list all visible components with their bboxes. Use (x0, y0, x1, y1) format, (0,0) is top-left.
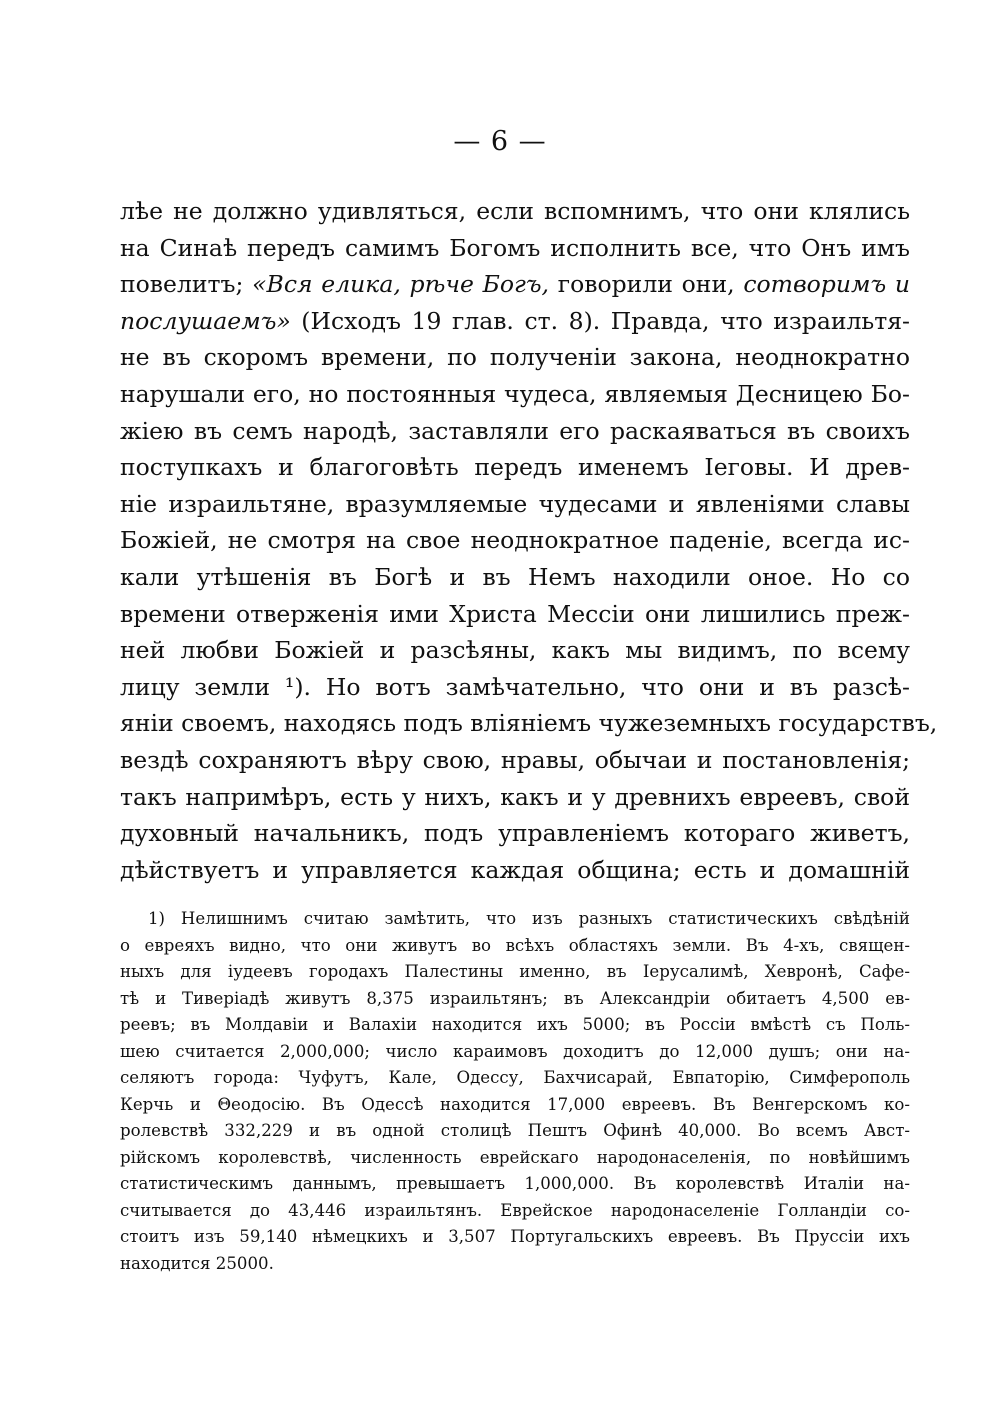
text-line: духовный начальникъ, подъ управленіемъ котораго живетъ, (120, 819, 910, 848)
main-text (120, 193, 938, 888)
footnote-line: о евреяхъ видно, что они живутъ во всѣхъ областяхъ земли. Въ 4-хъ, священ- (120, 935, 910, 955)
footnote-line: статистическимъ даннымъ, превышаетъ 1,000,000. Въ королевствѣ Италіи на- (120, 1174, 910, 1193)
text-line: поступкахъ и благоговѣть передъ именемъ Іеговы. И древ- (120, 453, 910, 482)
text-line (120, 266, 910, 303)
text-run: (Исходъ 19 глав. ст. 8). Правда, что израильтя- (290, 306, 910, 335)
text-run: повелитъ; (120, 270, 253, 299)
footnote-line: Керчь и Θеодосію. Въ Одессѣ находится 17,000 евреевъ. Въ Венгерскомъ ко- (120, 1094, 910, 1114)
footnote-divider (120, 899, 910, 900)
footnote-line: находится 25000. (120, 1253, 274, 1273)
footnote-line: стоитъ изъ 59,140 нѣмецкихъ и 3,507 Португальскихъ евреевъ. Въ Пруссіи ихъ (120, 1227, 910, 1246)
text-line: не въ скоромъ времени, по полученіи закона, неоднократно (120, 343, 910, 372)
text-line: Божіей, не смотря на свое неоднократное паденіе, всегда ис- (120, 526, 910, 555)
text-line: на Синаѣ передъ самимъ Богомъ исполнить все, что Онъ имъ (120, 233, 910, 262)
footnote-line: 1) Нелишнимъ считаю замѣтить, что изъ разныхъ статистическихъ свѣдѣній (148, 909, 910, 928)
text-line: кали утѣшенія въ Богѣ и въ Немъ находили оное. Но со (120, 562, 910, 591)
footnote-line: реевъ; въ Молдавіи и Валахіи находится ихъ 5000; въ Россіи вмѣстѣ съ Поль- (120, 1015, 910, 1034)
footnote (120, 906, 910, 1277)
footnote-line: тѣ и Тиверіадѣ живутъ 8,375 израильтянъ; въ Александріи обитаетъ 4,500 ев- (120, 988, 910, 1008)
text-line: такъ напримѣръ, есть у нихъ, какъ и у древнихъ евреевъ, свой (120, 782, 910, 811)
text-line: ніе израильтяне, вразумляемые чудесами и явленіями славы (120, 489, 910, 518)
footnote-line: ныхъ для іудеевъ городахъ Палестины именно, въ Іерусалимѣ, Хевронѣ, Сафе- (120, 962, 910, 981)
text-run: говорили они, (549, 270, 744, 299)
text-line: дѣйствуетъ и управляется каждая община; есть и домашній (120, 855, 910, 884)
text-line: лѣе не должно удивляться, если вспомнимъ, что они клялись (120, 197, 910, 225)
italic-quote: сотворимъ и (743, 270, 910, 299)
text-line: нарушали его, но постоянныя чудеса, являемыя Десницею Бо- (120, 379, 910, 408)
text-line: времени отверженія ими Христа Мессіи они лишились преж- (120, 599, 910, 628)
text-line: лицу земли ¹). Но вотъ замѣчательно, что они и въ разсѣ- (120, 672, 910, 701)
text-line (120, 303, 910, 340)
italic-quote: «Вся елика, рѣче Богъ, (252, 270, 550, 299)
footnote-line: шею считается 2,000,000; число караимовъ доходитъ до 12,000 душъ; они на- (120, 1041, 910, 1061)
footnote-line: селяютъ города: Чуфутъ, Кале, Одессу, Бахчисарай, Евпаторію, Симферополь (120, 1068, 910, 1087)
page-number: — 6 — (453, 126, 547, 157)
text-line: жіею въ семъ народѣ, заставляли его раскаяваться въ своихъ (120, 416, 910, 445)
text-line: яніи своемъ, находясь подъ вліяніемъ чужеземныхъ государствъ, (120, 709, 938, 738)
italic-quote: послушаемъ» (120, 306, 291, 335)
text-line: ней любви Божіей и разсѣяны, какъ мы видимъ, по всему (120, 636, 910, 665)
text-line: вездѣ сохраняютъ вѣру свою, нравы, обычаи и постановленія; (120, 745, 910, 774)
footnote-line: рійскомъ королевствѣ, численность еврейскаго народонаселенія, по новѣйшимъ (120, 1147, 910, 1167)
footnote-line: считывается до 43,446 израильтянъ. Еврейское народонаселеніе Голландіи со- (120, 1200, 910, 1220)
footnote-line: ролевствѣ 332,229 и въ одной столицѣ Пештъ Офинѣ 40,000. Во всемъ Авст- (120, 1121, 910, 1140)
